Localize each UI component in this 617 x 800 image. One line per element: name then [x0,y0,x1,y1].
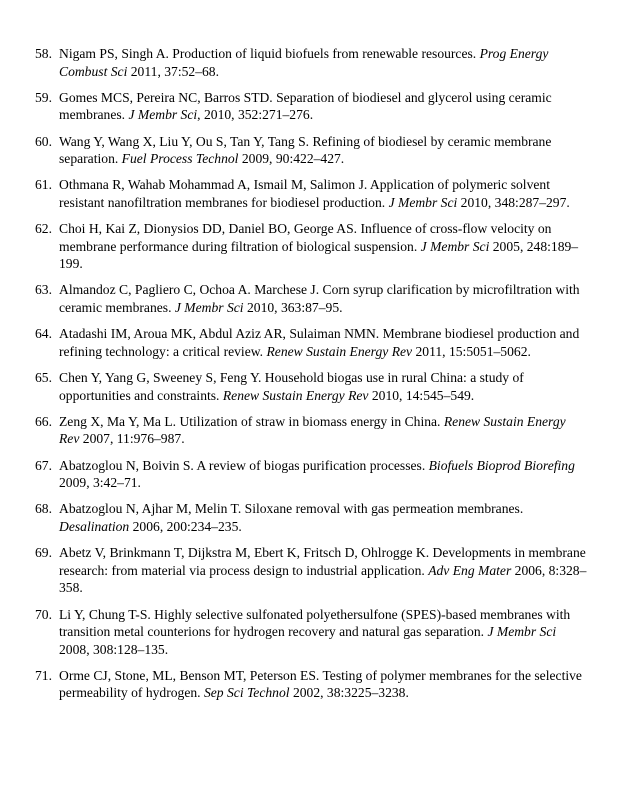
reference-authors-title: Zeng X, Ma Y, Ma L. Utilization of straw in biomass energy in China. [59,413,444,429]
reference-item [0,369,617,404]
reference-text [59,414,566,447]
reference-text [59,668,582,701]
reference-text [59,326,579,359]
reference-authors-title: Atadashi IM, Aroua MK, Abdul Aziz AR, Sulaiman NMN. Membrane biodiesel production and refining technology: a critical review. [59,326,580,359]
reference-item [0,176,617,211]
reference-number: 71. [35,667,52,683]
reference-item [0,89,617,124]
reference-text [59,221,578,271]
reference-item [0,667,617,702]
reference-authors-title: Nigam PS, Singh A. Production of liquid biofuels from renewable resources. [59,46,480,61]
reference-details: 2010, 14:545–549. [368,387,475,403]
reference-authors-title: Chen Y, Yang G, Sweeney S, Feng Y. Household biogas use in rural China: a study of opportunities and constraints. [59,370,524,403]
reference-journal: Biofuels Bioprod Biorefing [428,457,575,473]
reference-details: 2011, 37:52–68. [127,63,219,79]
reference-authors-title: Abetz V, Brinkmann T, Dijkstra M, Ebert K, Fritsch D, Ohlrogge K. Developments in membrane research: from material via process design to industrial application. [59,545,586,578]
reference-text [59,370,524,403]
reference-journal: J Membr Sci [388,194,458,210]
reference-details: 2007, 11:976–987. [79,431,185,447]
reference-details: 2010, 348:287–297. [457,194,570,210]
reference-journal: Fuel Process Technol [121,151,239,167]
reference-authors-title: Choi H, Kai Z, Dionysios DD, Daniel BO, George AS. Influence of cross-flow velocity on membrane performance during filtration of biological suspension. [59,221,552,254]
reference-authors-title: Gomes MCS, Pereira NC, Barros STD. Separation of biodiesel and glycerol using ceramic membranes. [59,89,552,123]
reference-number: 58. [35,46,52,61]
reference-authors-title: Othmana R, Wahab Mohammad A, Ismail M, Salimon J. Application of polymeric solvent resistant nanofiltration membranes for biodiesel production. [59,177,550,210]
reference-item [0,45,617,80]
reference-journal: J Membr Sci [128,107,198,123]
reference-journal: Renew Sustain Energy Rev [222,387,369,403]
reference-text [59,46,548,79]
reference-details: 2002, 38:3225–3238. [289,685,409,701]
reference-journal: Renew Sustain Energy Rev [59,413,566,447]
reference-number: 59. [35,89,52,105]
reference-text [59,458,575,491]
reference-details: 2009, 90:422–427. [238,151,345,167]
reference-text [59,501,523,534]
reference-details: 2009, 3:42–71. [59,475,141,491]
reference-item [0,544,617,597]
reference-item [0,457,617,492]
reference-item [0,220,617,273]
reference-text [59,545,586,595]
reference-journal: Adv Eng Mater [428,562,512,578]
reference-journal: J Membr Sci [487,624,557,640]
reference-number: 65. [35,370,52,386]
reference-details: 2011, 15:5051–5062. [412,343,531,359]
reference-number: 63. [35,282,52,298]
reference-number: 69. [35,545,52,561]
reference-details: 2008, 308:128–135. [59,641,169,657]
reference-text [59,282,580,315]
reference-text [59,607,570,657]
reference-journal: Desalination [59,518,130,534]
reference-number: 70. [35,606,52,622]
reference-authors-title: Orme CJ, Stone, ML, Benson MT, Peterson ES. Testing of polymer membranes for the selective permeability of hydrogen. [59,667,582,701]
reference-journal: J Membr Sci [420,238,490,254]
reference-number: 67. [35,457,52,473]
reference-journal: J Membr Sci [174,299,244,315]
reference-authors-title: Abatzoglou N, Boivin S. A review of biogas purification processes. [59,457,429,473]
reference-item [0,500,617,535]
reference-authors-title: Wang Y, Wang X, Liu Y, Ou S, Tan Y, Tang S. Refining of biodiesel by ceramic membrane separation. [59,133,552,167]
reference-authors-title: Almandoz C, Pagliero C, Ochoa A. Marchese J. Corn syrup clarification by microfiltration with ceramic membranes. [59,282,580,315]
reference-item [0,606,617,659]
reference-text [59,134,551,167]
reference-item [0,325,617,360]
reference-number: 62. [35,221,52,237]
reference-journal: Renew Sustain Energy Rev [266,343,413,359]
reference-number: 60. [35,133,52,149]
reference-details: 2010, 363:87–95. [243,299,343,315]
reference-number: 68. [35,501,52,517]
reference-details: 2006, 200:234–235. [129,518,242,534]
reference-text [59,90,552,123]
reference-journal: Sep Sci Technol [203,685,290,701]
reference-item [0,133,617,168]
reference-details: 2006, 8:328–358. [59,562,587,596]
reference-authors-title: Abatzoglou N, Ajhar M, Melin T. Siloxane removal with gas permeation membranes. [59,501,524,517]
reference-journal: Prog Energy Combust Sci [59,46,549,79]
reference-item [0,413,617,448]
reference-number: 64. [35,326,52,342]
reference-text [59,177,570,210]
reference-number: 61. [35,177,52,193]
reference-number: 66. [35,413,52,429]
reference-list [0,45,617,711]
reference-details: 2005, 248:189–199. [59,238,579,272]
reference-details: , 2010, 352:271–276. [197,107,314,123]
reference-authors-title: Li Y, Chung T-S. Highly selective sulfonated polyethersulfone (SPES)-based membranes with transition metal counterions for hydrogen recovery and natural gas separation. [59,606,571,640]
reference-item [0,281,617,316]
